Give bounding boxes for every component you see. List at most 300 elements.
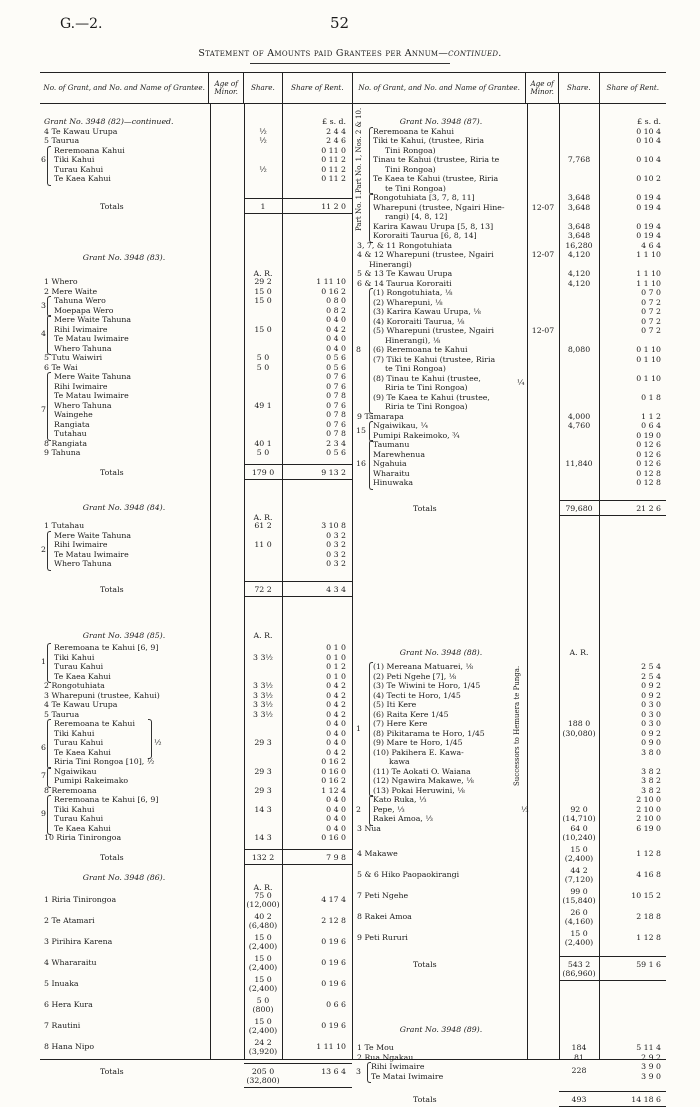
share-value: 4,000: [567, 411, 591, 421]
grantee-name: 5 Tutu Waiwiri: [44, 353, 103, 362]
share-value: 40 2: [254, 912, 272, 921]
rent-value: 0 9 2: [641, 728, 661, 738]
rent-value: 0 16 0: [321, 766, 346, 776]
grantee-name: Wharaitu: [373, 468, 410, 478]
totals-label: Totals: [100, 201, 124, 211]
rent-value: 0 9 2: [641, 690, 661, 700]
right-column: [352, 72, 666, 1104]
right-column-header: [353, 73, 666, 104]
rent-value: 0 7 2: [641, 326, 661, 335]
rent-value: 0 11 0: [321, 145, 346, 155]
col-head-name: No. of Grant, and No. and Name of Grantee.: [358, 83, 520, 92]
grantee-name: Tinau te Kahui (trustee, Riria te: [373, 155, 500, 164]
row-group-number: 9: [41, 809, 46, 819]
rent-value: 0 8 2: [326, 305, 346, 315]
rent-value: 0 4 2: [326, 700, 346, 709]
share-value: 4,120: [567, 269, 591, 278]
rent-value: 0 7 2: [641, 307, 661, 316]
rent-value: 0 1 10: [636, 354, 661, 364]
grantee-name: Hinerangi), ⅛: [385, 335, 441, 345]
grantee-name: Reremoana te Kahui: [373, 126, 454, 136]
grantee-name: 4 Te Kawau Urupa: [44, 700, 118, 709]
share-value: 99 0: [570, 886, 588, 896]
share-value: 15 0: [254, 1017, 272, 1026]
rent-value: 0 10 2: [636, 174, 661, 183]
share-value: 11 0: [254, 540, 272, 549]
rent-value: 2 18 8: [636, 911, 661, 921]
row-group-number: 6: [41, 742, 46, 752]
share-value: 61 2: [254, 521, 272, 530]
rent-value: 6 19 0: [636, 823, 661, 833]
grantee-name: Reremoana te Kahui [6, 9]: [54, 643, 159, 652]
share-value: 3,648: [567, 193, 591, 202]
share-value: 3 3½: [253, 690, 273, 700]
grantee-name: rangi) [4, 8, 12]: [385, 212, 448, 221]
grantee-name: 9 Tahuna: [44, 448, 81, 457]
share-value: 3,648: [567, 221, 591, 231]
grantee-name: 3 Wharepuni (trustee, Kahui): [44, 690, 160, 700]
total-share: 179 0: [251, 467, 275, 477]
grantee-name: 3 Nua: [357, 823, 381, 833]
rent-value: 0 4 0: [326, 823, 346, 833]
grant-title: Grant No. 3948 (82)—continued.: [44, 117, 174, 126]
total-rent: 4 3 4: [326, 584, 346, 594]
rent-value: 10 15 2: [631, 890, 661, 900]
grantee-name: 6 Te Wai: [44, 362, 78, 372]
grantee-name: Tiki Kahui: [54, 652, 95, 662]
grantee-name: (1) Mereana Matuarei, ⅛: [373, 662, 474, 671]
grantee-name: (13) Pokai Heruwini, ⅛: [373, 785, 465, 795]
unit-label: A. R.: [253, 631, 273, 640]
row-group-number: 16: [356, 459, 366, 468]
grantee-name: (1) Rongotuhiata, ⅛: [373, 288, 453, 297]
grantee-name: 2 Rongotuhiata: [44, 681, 105, 690]
rent-value: 3 9 0: [641, 1062, 661, 1071]
share-value: 7,768: [567, 155, 591, 164]
rent-value: 4 16 8: [636, 869, 661, 879]
rent-value: 0 11 2: [321, 164, 346, 174]
share-link-value: (800): [252, 1005, 274, 1014]
rent-value: 0 19 0: [636, 430, 661, 440]
page-number: 52: [330, 14, 350, 32]
grantee-name: Waingehe: [54, 410, 93, 419]
rent-value: 0 7 0: [641, 288, 661, 297]
share-value: 92 0: [570, 804, 588, 814]
share-value: 40 1: [254, 438, 272, 448]
share-value: 29 3: [254, 766, 272, 776]
grantee-name: Rihi Iwimaire: [371, 1062, 425, 1071]
grantee-name: Reremoana Kahui: [54, 145, 125, 155]
col-head-rent: Share of Rent.: [282, 73, 352, 103]
grantee-name: Turau Kahui: [54, 814, 104, 823]
grantee-name: Tini Rongoa): [385, 145, 436, 155]
share-value: 5 0: [256, 353, 270, 362]
rent-value: 0 3 0: [641, 700, 661, 709]
grantee-name: (5) Iti Kere: [373, 700, 417, 709]
part-label: Part No. 1, Nos. 2 & 10.: [355, 107, 363, 193]
total-share: 205 0: [251, 1067, 275, 1076]
grantee-name: Te Matau Iwimaire: [54, 391, 129, 400]
total-share: 543 2: [567, 959, 591, 969]
col-head-age: Age of Minor.: [208, 73, 243, 103]
grantee-name: Taumanu: [373, 440, 410, 449]
grantee-name: te Tini Rongoa): [385, 183, 446, 193]
share-value: (14,710): [562, 814, 596, 823]
rent-value: 0 4 0: [326, 334, 346, 343]
grant-title: Grant No. 3948 (89).: [399, 1025, 483, 1034]
rent-value: 0 4 0: [326, 719, 346, 728]
rent-value: 0 1 0: [326, 643, 346, 652]
rent-value: 0 6 4: [641, 421, 661, 430]
grant-title: Grant No. 3948 (87).: [399, 117, 483, 126]
rent-value: 0 11 2: [321, 155, 346, 164]
total-share-sub: (32,800): [246, 1076, 280, 1085]
rent-value: 0 8 0: [326, 296, 346, 305]
share-link-value: (12,000): [246, 900, 280, 909]
grantee-name: 1 Riria Tinirongoa: [44, 895, 117, 904]
col-head-share: Share.: [558, 73, 599, 103]
rent-value: 0 3 2: [326, 559, 346, 568]
grantee-name: Tutahau: [54, 429, 87, 438]
grantee-name: Tiki Kahui: [54, 155, 95, 164]
share-fraction: ¼: [517, 378, 525, 388]
left-column-header: [40, 73, 352, 104]
share-value: 15 0: [570, 928, 588, 938]
share-link-value: (2,400): [248, 963, 278, 972]
rent-value: 2 10 0: [636, 814, 661, 823]
rent-value: 2 10 0: [636, 804, 661, 814]
rent-value: 2 9 2: [641, 1052, 661, 1062]
rent-value: 0 9 0: [641, 738, 661, 747]
grantee-name: Riria te Tini Rongoa): [385, 402, 468, 411]
grantee-name: 5 Taurua: [44, 136, 80, 145]
row-group-number: 15: [356, 425, 366, 435]
share-value: 5 0: [256, 448, 270, 457]
page-code: G.—2.: [60, 16, 103, 32]
share-value: 14 3: [254, 833, 272, 842]
grantee-name: (2) Wharepuni, ⅛: [373, 297, 443, 307]
rent-value: 2 5 4: [641, 671, 661, 681]
col-head-age: Age of Minor.: [525, 73, 558, 103]
grantee-name: Wharepuni (trustee, Ngairi Hine-: [373, 202, 505, 212]
rent-value: 0 4 2: [326, 709, 346, 719]
rent-value: 0 7 6: [326, 372, 346, 381]
grantee-name: Turau Kahui: [54, 738, 104, 747]
rent-value: 0 16 0: [321, 833, 346, 842]
totals-label: Totals: [100, 584, 124, 594]
grantee-name: (6) Raita Kere 1/45: [373, 709, 449, 719]
share-value: 3,648: [567, 202, 591, 212]
total-rent: 59 1 6: [636, 959, 661, 969]
rent-value: 0 10 4: [636, 155, 661, 164]
row-group-number: 8: [356, 345, 361, 354]
share-value: 29 2: [254, 277, 272, 286]
share-value: 184: [571, 1043, 587, 1052]
rent-value: 0 19 6: [321, 1021, 346, 1030]
grantee-name: 6 Hera Kura: [44, 1000, 93, 1009]
share-value: 4,120: [567, 278, 591, 288]
grantee-name: 8 Rakei Amoa: [357, 911, 412, 921]
grantee-name: 5 & 13 Te Kawau Urupa: [357, 269, 453, 278]
unit-label: £ s. d.: [322, 117, 346, 126]
grantee-name: 7 Rautini: [44, 1021, 81, 1030]
rent-value: 0 12 8: [636, 478, 661, 487]
rent-value: 0 5 6: [326, 353, 346, 362]
grantee-name: Ngahuia: [373, 459, 407, 468]
rent-value: 0 7 8: [326, 429, 346, 438]
grantee-name: 4 Te Kawau Urupa: [44, 126, 118, 136]
rent-value: 3 10 8: [321, 521, 346, 530]
grantee-name: Tini Rongoa): [385, 164, 436, 174]
row-group-number: 1: [356, 723, 361, 733]
rent-value: 1 11 10: [316, 1042, 346, 1051]
grantee-name: (8) Tinau te Kahui (trustee,: [373, 373, 481, 383]
grantee-name: Mere Waite Tahuna: [54, 315, 132, 324]
share-value: 15 0: [254, 324, 272, 334]
grantee-name: 3 Pirihira Karena: [44, 937, 113, 946]
share-link-value: (7,120): [564, 874, 594, 884]
total-share: 72 2: [254, 584, 272, 594]
grantee-name: Te Kaea Kahui: [54, 174, 111, 183]
grantee-name: Whero Tahuna: [54, 400, 112, 410]
unit-label: £ s. d.: [637, 117, 661, 126]
rent-value: 0 1 10: [636, 373, 661, 383]
col-head-rent: Share of Rent.: [599, 73, 666, 103]
grantee-name: 7 Peti Ngehe: [357, 890, 409, 900]
rent-value: 1 12 4: [321, 785, 346, 795]
share-value: 15 0: [254, 933, 272, 942]
rent-value: 4 6 4: [641, 240, 661, 250]
grantee-name: (8) Pikitarama te Horo, 1/45: [373, 728, 485, 738]
total-rent: 11 2 0: [321, 201, 346, 211]
grantee-name: Karira Kawau Urupa [5, 8, 13]: [373, 221, 494, 231]
grantee-name: 4 Whararaitu: [44, 958, 97, 967]
row-group-number: 4: [41, 329, 46, 339]
rent-value: 0 12 6: [636, 440, 661, 449]
row-group-number: 2: [356, 804, 361, 814]
grantee-name: (4) Tecti te Horo, 1/45: [373, 690, 461, 700]
total-rent: 7 9 8: [326, 852, 346, 862]
share-value: 8,080: [567, 345, 591, 354]
totals-label: Totals: [100, 852, 124, 862]
total-share-sub: (86,960): [562, 968, 596, 978]
grantee-name: Riria te Tini Rongoa): [385, 383, 468, 392]
row-group-number: 1: [41, 657, 46, 667]
share-value: 3 3½: [253, 700, 273, 709]
share-value: 4,760: [567, 421, 591, 430]
share-link-value: (4,160): [564, 916, 594, 926]
share-fraction: ⅓: [521, 804, 529, 814]
grantee-name: Rangiata: [54, 419, 90, 429]
rent-value: 3 8 2: [641, 776, 661, 785]
grantee-name: 5 Taurua: [44, 709, 80, 719]
rent-value: 0 9 2: [641, 681, 661, 690]
unit-label: A. R.: [253, 883, 273, 892]
rent-value: 0 5 6: [326, 362, 346, 372]
rent-value: 0 4 2: [326, 747, 346, 757]
unit-label: A. R.: [569, 648, 589, 657]
rent-value: 0 4 0: [326, 738, 346, 747]
statement-title: Statement of Amounts paid Grantees per Annum—continued.: [198, 48, 502, 59]
rent-value: 0 7 6: [326, 400, 346, 410]
share-value: 75 0: [254, 891, 272, 900]
minor-age: 12-07: [531, 202, 555, 212]
title-rule: [250, 63, 450, 64]
share-link-value: (10,240): [562, 832, 596, 842]
share-link-value: (2,400): [564, 937, 594, 947]
rent-value: 0 10 4: [636, 126, 661, 136]
grantee-name: Hinuwaka: [373, 478, 414, 487]
grantee-name: kawa: [389, 757, 410, 766]
grantee-name: 5 Inuaka: [44, 979, 79, 988]
total-share: 1: [260, 201, 266, 211]
grantee-name: Tiki te Kahui, (trustee, Riria: [373, 136, 485, 145]
grantee-name: Te Kaea Kahui: [54, 747, 111, 757]
grantee-name: 1 Tutahau: [44, 521, 85, 530]
share-value: (30,080): [562, 728, 596, 738]
col-head-name: No. of Grant, and No. and Name of Grantee.: [43, 83, 205, 92]
rent-value: 0 7 8: [326, 391, 346, 400]
share-value: 15 0: [254, 975, 272, 984]
grantee-name: Marewhenua: [373, 449, 425, 459]
grantee-name: Turau Kahui: [54, 164, 104, 174]
rent-value: 2 12 8: [321, 916, 346, 925]
rent-value: 0 3 2: [326, 540, 346, 549]
row-group-number: 7: [41, 405, 46, 415]
rent-value: 5 11 4: [636, 1043, 661, 1052]
grantee-name: (10) Pakihera E. Kawa-: [373, 747, 464, 757]
share-fraction: ½: [154, 738, 162, 747]
share-value: 44 2: [570, 865, 588, 875]
grantee-name: 8 Rangiata: [44, 438, 88, 448]
share-value: 16,280: [565, 240, 593, 250]
grantee-name: 8 Reremoana: [44, 785, 97, 795]
share-value: 15 0: [254, 286, 272, 296]
grant-title: Grant No. 3948 (88).: [399, 648, 483, 657]
grantee-name: (2) Peti Ngehe [7], ⅛: [373, 671, 457, 681]
grantee-name: Pepe, ⅓: [373, 804, 405, 814]
grantee-name: Rongotuhiata [3, 7, 8, 11]: [373, 193, 475, 202]
rent-value: 0 3 0: [641, 709, 661, 719]
grantee-name: 9 Peti Rururi: [357, 932, 408, 942]
totals-label: Totals: [413, 503, 437, 513]
rent-value: 0 1 0: [326, 652, 346, 662]
total-rent: 14 18 6: [631, 1095, 661, 1104]
total-share: 132 2: [251, 852, 275, 862]
grantee-name: (5) Wharepuni (trustee, Ngairi: [373, 326, 494, 335]
grant-title: Grant No. 3948 (86).: [82, 873, 166, 882]
grantee-name: 1 Te Mou: [357, 1043, 394, 1052]
grantee-name: 4 Makawe: [357, 848, 398, 858]
share-value: 5 0: [256, 362, 270, 372]
minor-age: 12-07: [531, 326, 555, 335]
grantee-name: Whero Tahuna: [54, 343, 112, 353]
rent-value: 0 4 0: [326, 804, 346, 814]
grantee-name: Tiki Kahui: [54, 804, 95, 814]
rent-value: 3 8 2: [641, 785, 661, 795]
rent-value: 0 4 2: [326, 324, 346, 334]
rent-value: 0 1 0: [326, 671, 346, 681]
grant-title: Grant No. 3948 (84).: [82, 503, 166, 512]
share-value: 24 2: [254, 1038, 272, 1047]
share-value: 29 3: [254, 785, 272, 795]
rent-value: 0 5 6: [326, 448, 346, 457]
rent-value: 3 8 0: [641, 747, 661, 757]
rent-value: 2 4 4: [326, 126, 346, 136]
grantee-name: 6 & 14 Taurua Kororaiti: [357, 278, 452, 288]
grantee-name: 3, 7, & 11 Rongotuhiata: [357, 240, 453, 250]
grantee-name: 9 Tamarapa: [357, 411, 404, 421]
left-column: [40, 72, 352, 1085]
grantee-name: (12) Ngawira Makawe, ⅛: [373, 776, 474, 785]
share-value: ½: [259, 126, 267, 136]
rent-value: 1 1 10: [636, 278, 661, 288]
rent-value: 0 16 2: [321, 286, 346, 296]
grantee-name: 2 Te Atamari: [44, 916, 95, 925]
rent-value: 0 10 4: [636, 136, 661, 145]
total-share: 79,680: [565, 503, 593, 513]
grantee-name: Rihi Iwimaire: [54, 381, 108, 391]
share-value: 15 0: [570, 844, 588, 854]
totals-label: Totals: [100, 467, 124, 477]
share-value: 49 1: [254, 400, 272, 410]
grantee-name: Te Matau Iwimaire: [54, 334, 129, 343]
share-value: 188 0: [567, 719, 591, 728]
grantee-name: 2 Mere Waite: [44, 286, 98, 296]
grantee-name: (7) Tiki te Kahui (trustee, Riria: [373, 354, 496, 364]
grantee-name: 5 & 6 Hiko Paopaokirangi: [357, 869, 460, 879]
total-rent: 21 2 6: [636, 503, 661, 513]
totals-label: Totals: [100, 1067, 124, 1076]
share-link-value: (6,480): [248, 921, 278, 930]
total-share: 493: [571, 1095, 587, 1104]
rent-value: 0 7 6: [326, 381, 346, 391]
rent-value: 0 19 4: [636, 221, 661, 231]
share-value: 15 0: [254, 296, 272, 305]
share-value: 81: [574, 1052, 584, 1062]
grantee-name: (9) Mare te Horo, 1/45: [373, 738, 463, 747]
row-group-number: 6: [41, 155, 46, 164]
grantee-name: Rihi Iwimaire: [54, 540, 108, 549]
rent-value: 0 19 6: [321, 979, 346, 988]
grantee-name: (11) Te Aokati O. Waiana: [373, 766, 471, 776]
grantee-name: 2 Rua Ngakau: [357, 1052, 414, 1062]
rent-value: 0 19 4: [636, 231, 661, 240]
rent-value: 0 19 6: [321, 937, 346, 946]
grantee-name: 8 Hana Nipo: [44, 1042, 95, 1051]
share-link-value: (2,400): [248, 984, 278, 993]
total-rent: 9 13 2: [321, 467, 346, 477]
rent-value: 2 5 4: [641, 662, 661, 671]
grantee-name: Rakei Amoa, ⅓: [373, 814, 433, 823]
share-link-value: (15,840): [562, 895, 596, 905]
grantee-name: Ngaiwikau, ¼: [373, 421, 429, 430]
grantee-name: Moepapa Wero: [54, 305, 114, 315]
grantee-name: (6) Reremoana te Kahui: [373, 345, 468, 354]
grantee-name: 1 Whero: [44, 277, 78, 286]
share-value: 3 3½: [253, 681, 273, 690]
grantee-name: (3) Karira Kawau Urupa, ⅛: [373, 307, 481, 316]
part-label: Part No. 1.: [355, 192, 363, 231]
share-link-value: (2,400): [248, 942, 278, 951]
rent-value: 3 9 0: [641, 1071, 661, 1081]
grantee-name: Kato Ruka, ⅓: [373, 795, 427, 804]
rent-value: 1 11 10: [316, 277, 346, 286]
rent-value: 0 12 8: [636, 468, 661, 478]
grantee-name: Reremoana te Kahui [6, 9]: [54, 795, 159, 804]
grantee-name: Pumipi Rakeimoko, ¾: [373, 430, 460, 440]
share-link-value: (3,920): [248, 1047, 278, 1056]
